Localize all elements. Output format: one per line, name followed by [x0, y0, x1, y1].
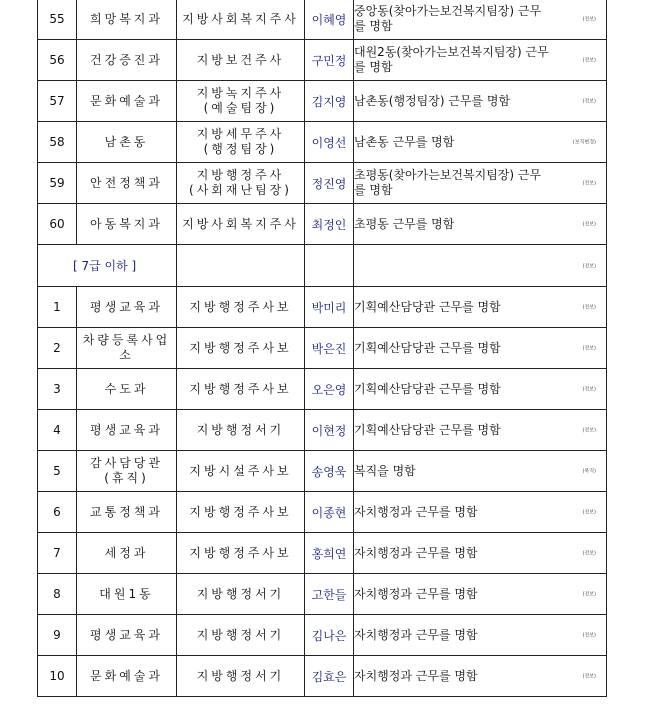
department-line: 아동복지과	[90, 216, 163, 231]
rank-cell	[177, 328, 305, 369]
rank-line: 지방시설주사보	[189, 463, 292, 478]
assignment-text: 초평동 근무를 명함	[354, 216, 455, 231]
assignment-cell	[354, 204, 607, 245]
department-cell	[77, 451, 177, 492]
department-line: 평생교육과	[90, 299, 163, 314]
assignment-cell	[354, 533, 607, 574]
department-cell	[77, 204, 177, 245]
department-cell	[77, 0, 177, 40]
action-type-tag: (전보)	[582, 304, 596, 311]
assignment-text: 대원2동(찾아가는보건복지팀장) 근무를 명함	[354, 45, 549, 74]
rank-cell	[177, 451, 305, 492]
action-type-tag: (전보)	[582, 509, 596, 516]
table-row	[38, 533, 607, 574]
department-cell	[77, 122, 177, 163]
employee-name: 김효은	[305, 656, 354, 697]
row-number: 10	[38, 656, 77, 697]
rank-line: 지방행정서기	[196, 422, 285, 437]
action-type-tag: (복직)	[582, 468, 596, 475]
assignment-text: 자치행정과 근무를 명함	[354, 627, 478, 642]
table-row	[38, 615, 607, 656]
department-line: 수도과	[104, 381, 149, 396]
section-header-cell	[38, 245, 177, 287]
rank-cell	[177, 287, 305, 328]
assignment-text: 기획예산담당관 근무를 명함	[354, 381, 501, 396]
table-row	[38, 40, 607, 81]
department-line: 세정과	[104, 545, 149, 560]
department-line: 평생교육과	[90, 422, 163, 437]
action-type-tag: (전보)	[582, 632, 596, 639]
rank-line: (예술팀장)	[203, 101, 278, 115]
row-number: 6	[38, 492, 77, 533]
action-type-tag: (전보)	[582, 427, 596, 434]
rank-cell	[177, 574, 305, 615]
rank-line: (행정팀장)	[203, 142, 278, 156]
employee-name: 박은진	[305, 328, 354, 369]
assignment-cell	[354, 163, 607, 204]
rank-line: 지방세무주사	[196, 127, 285, 141]
assignment-text: 남촌동 근무를 명함	[354, 134, 455, 149]
section-header-row-group	[38, 245, 607, 287]
action-type-tag: (전보)	[582, 673, 596, 680]
assignment-text: 자치행정과 근무를 명함	[354, 545, 478, 560]
table-row	[38, 287, 607, 328]
assignment-cell	[354, 410, 607, 451]
assignment-text: 남촌동(행정팀장) 근무를 명함	[354, 93, 511, 108]
rank-cell	[177, 204, 305, 245]
employee-name: 홍희연	[305, 533, 354, 574]
row-number: 55	[38, 0, 77, 40]
rank-cell	[177, 533, 305, 574]
section-header-note-cell	[354, 245, 607, 287]
rank-line: 지방행정주사보	[189, 504, 292, 519]
section-header-row	[38, 245, 607, 287]
assignment-text: 복직을 명함	[354, 463, 416, 478]
department-cell	[77, 656, 177, 697]
row-number: 1	[38, 287, 77, 328]
row-number: 58	[38, 122, 77, 163]
assignment-text: 자치행정과 근무를 명함	[354, 668, 478, 683]
table-row	[38, 369, 607, 410]
row-number: 2	[38, 328, 77, 369]
department-cell	[77, 328, 177, 369]
table-row	[38, 163, 607, 204]
action-type-tag: (보직변경)	[572, 139, 596, 146]
row-number: 5	[38, 451, 77, 492]
department-cell	[77, 163, 177, 204]
department-cell	[77, 369, 177, 410]
assignment-cell	[354, 40, 607, 81]
department-line: 건강증진과	[90, 52, 163, 67]
table-body-top	[38, 0, 607, 245]
assignment-text: 자치행정과 근무를 명함	[354, 504, 478, 519]
assignment-cell	[354, 492, 607, 533]
rank-cell	[177, 40, 305, 81]
table-row	[38, 204, 607, 245]
assignment-text: 초평동(찾아가는보건복지팀장) 근무를 명함	[354, 168, 542, 197]
empty-cell	[305, 245, 354, 287]
department-line: 대원1동	[99, 586, 154, 601]
rank-line: 지방보건주사	[196, 52, 285, 67]
assignment-text: 기획예산담당관 근무를 명함	[354, 422, 501, 437]
table-row	[38, 574, 607, 615]
assignment-cell	[354, 287, 607, 328]
table-row	[38, 410, 607, 451]
row-number: 8	[38, 574, 77, 615]
employee-name: 김나은	[305, 615, 354, 656]
rank-line: 지방사회복지주사	[182, 216, 299, 231]
department-cell	[77, 40, 177, 81]
department-line: 남촌동	[104, 134, 149, 149]
table-row	[38, 81, 607, 122]
rank-cell	[177, 410, 305, 451]
section-header-tag: (전보)	[582, 263, 596, 269]
rank-cell	[177, 122, 305, 163]
employee-name: 정진영	[305, 163, 354, 204]
assignment-cell	[354, 369, 607, 410]
row-number: 57	[38, 81, 77, 122]
assignment-cell	[354, 574, 607, 615]
assignment-text: 기획예산담당관 근무를 명함	[354, 299, 501, 314]
assignment-text: 중앙동(찾아가는보건복지팀장) 근무를 명함	[354, 4, 542, 33]
employee-name: 이현정	[305, 410, 354, 451]
assignment-cell	[354, 328, 607, 369]
row-number: 4	[38, 410, 77, 451]
table-row	[38, 0, 607, 40]
department-line: 문화예술과	[90, 668, 163, 683]
rank-line: 지방행정주사보	[189, 299, 292, 314]
rank-line: 지방행정주사보	[189, 381, 292, 396]
rank-line: 지방행정서기	[196, 586, 285, 601]
rank-cell	[177, 163, 305, 204]
rank-line: 지방녹지주사	[196, 86, 285, 100]
employee-name: 이영선	[305, 122, 354, 163]
action-type-tag: (전보)	[582, 57, 596, 64]
department-line: 문화예술과	[90, 93, 163, 108]
table-row	[38, 122, 607, 163]
action-type-tag: (전보)	[582, 16, 596, 23]
department-cell	[77, 492, 177, 533]
rank-cell	[177, 615, 305, 656]
action-type-tag: (전보)	[582, 550, 596, 557]
rank-cell	[177, 656, 305, 697]
employee-name: 이혜영	[305, 0, 354, 40]
rank-line: 지방행정주사	[196, 168, 285, 182]
assignment-text: 기획예산담당관 근무를 명함	[354, 340, 501, 355]
department-line: 교통정책과	[90, 504, 163, 519]
table-row	[38, 656, 607, 697]
empty-cell	[177, 245, 305, 287]
row-number: 59	[38, 163, 77, 204]
action-type-tag: (전보)	[582, 98, 596, 105]
row-number: 56	[38, 40, 77, 81]
employee-name: 오은영	[305, 369, 354, 410]
rank-cell	[177, 81, 305, 122]
personnel-table	[37, 0, 607, 697]
action-type-tag: (전보)	[582, 180, 596, 187]
rank-line: 지방행정주사보	[189, 340, 292, 355]
department-line: 희망복지과	[90, 11, 163, 26]
row-number: 9	[38, 615, 77, 656]
row-number: 60	[38, 204, 77, 245]
table-row	[38, 492, 607, 533]
action-type-tag: (전보)	[582, 221, 596, 228]
assignment-cell	[354, 451, 607, 492]
rank-line: (사회재난팀장)	[189, 183, 292, 197]
department-line: 안전정책과	[90, 175, 163, 190]
department-line: 감사담당관	[90, 456, 163, 470]
department-line: 평생교육과	[90, 627, 163, 642]
rank-line: 지방행정서기	[196, 627, 285, 642]
row-number: 3	[38, 369, 77, 410]
department-cell	[77, 533, 177, 574]
employee-name: 박미리	[305, 287, 354, 328]
rank-cell	[177, 492, 305, 533]
department-cell	[77, 410, 177, 451]
employee-name: 최정인	[305, 204, 354, 245]
department-line: 차량등록사업소	[82, 333, 171, 362]
assignment-cell	[354, 615, 607, 656]
employee-name: 구민정	[305, 40, 354, 81]
assignment-text: 자치행정과 근무를 명함	[354, 586, 478, 601]
action-type-tag: (전보)	[582, 386, 596, 393]
employee-name: 이종현	[305, 492, 354, 533]
department-cell	[77, 615, 177, 656]
section-header-label: [ 7급 이하 ]	[73, 259, 137, 273]
assignment-cell	[354, 122, 607, 163]
action-type-tag: (전보)	[582, 591, 596, 598]
action-type-tag: (전보)	[582, 345, 596, 352]
rank-line: 지방사회복지주사	[182, 11, 299, 26]
employee-name: 송영욱	[305, 451, 354, 492]
row-number: 7	[38, 533, 77, 574]
department-line: (휴직)	[104, 471, 149, 485]
assignment-cell	[354, 0, 607, 40]
assignment-cell	[354, 656, 607, 697]
rank-cell	[177, 0, 305, 40]
department-cell	[77, 81, 177, 122]
department-cell	[77, 574, 177, 615]
table-body-bottom	[38, 287, 607, 697]
assignment-cell	[354, 81, 607, 122]
rank-line: 지방행정주사보	[189, 545, 292, 560]
table-row	[38, 328, 607, 369]
employee-name: 고한들	[305, 574, 354, 615]
table-row	[38, 451, 607, 492]
department-cell	[77, 287, 177, 328]
rank-line: 지방행정서기	[196, 668, 285, 683]
rank-cell	[177, 369, 305, 410]
employee-name: 김지영	[305, 81, 354, 122]
